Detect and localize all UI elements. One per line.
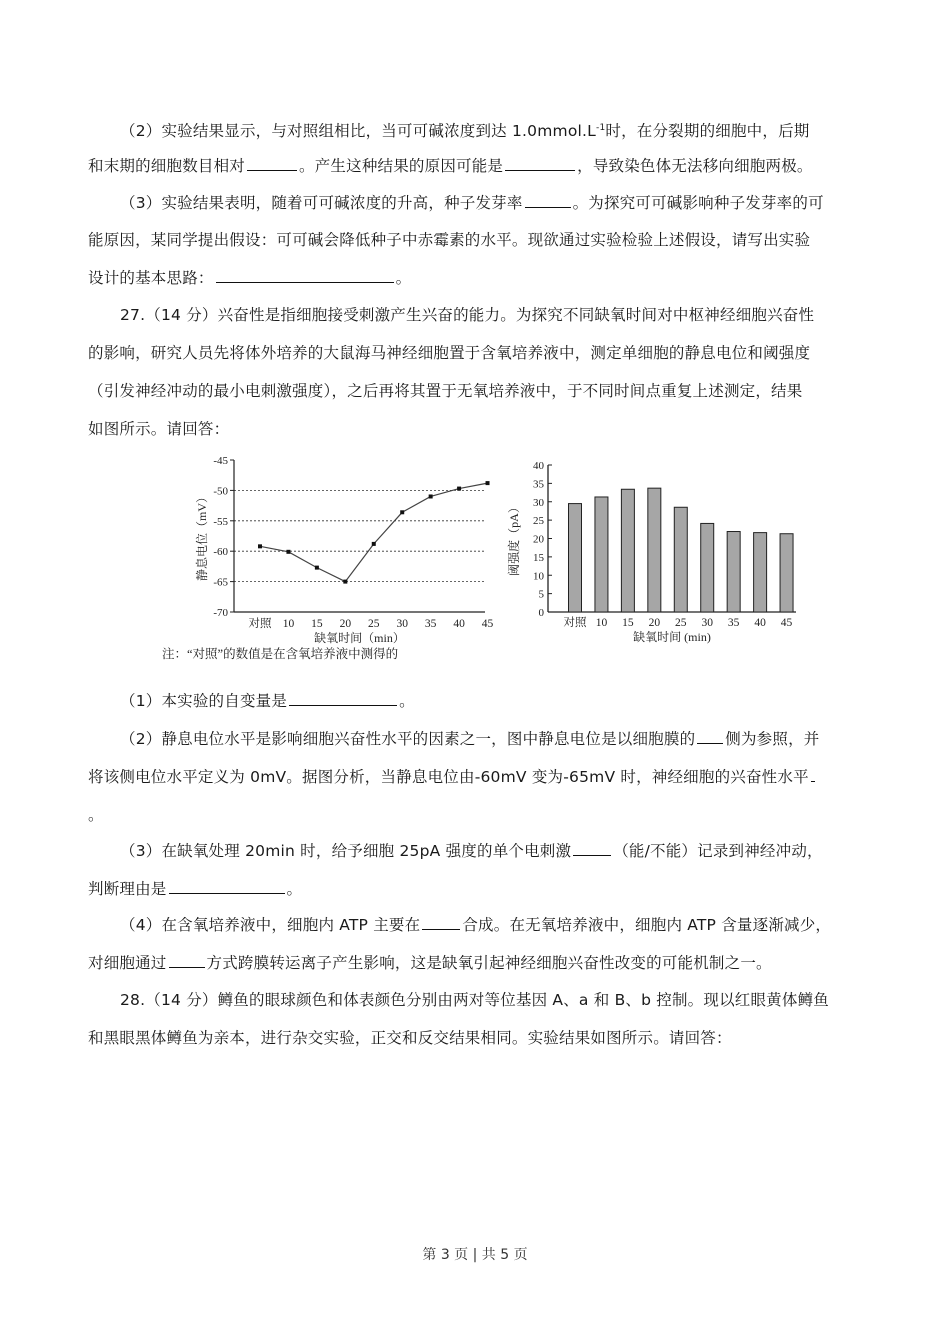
svg-text:25: 25 bbox=[533, 515, 544, 528]
answer-blank[interactable] bbox=[422, 915, 460, 930]
q27-part4-line1: （4）在含氧培养液中，细胞内 ATP 主要在 合成。在无氧培养液中，细胞内 ATP 含量逐渐减少， bbox=[120, 916, 832, 934]
svg-text:注：“对照”的数值是在含氧培养液中测得的: 注：“对照”的数值是在含氧培养液中测得的 bbox=[162, 647, 399, 661]
q27-part3-line1: （3）在缺氧处理 20min 时，给予细胞 25pA 强度的单个电刺激 （能/不能）记录到神经冲动， bbox=[120, 842, 823, 860]
svg-text:15: 15 bbox=[311, 618, 323, 630]
svg-text:-50: -50 bbox=[213, 485, 228, 498]
svg-text:45: 45 bbox=[780, 617, 793, 629]
q27-intro-line2: 的影响，研究人员先将体外培养的大鼠海马神经细胞置于含氧培养液中，测定单细胞的静息电位和阈强度 bbox=[88, 344, 811, 362]
q27-part2-line1: （2）静息电位水平是影响细胞兴奋性水平的因素之一，图中静息电位是以细胞膜的 侧为参照，并 bbox=[120, 730, 820, 748]
svg-text:35: 35 bbox=[727, 617, 740, 629]
q28-line1: 28.（14 分）鳟鱼的眼球颜色和体表颜色分别由两对等位基因 A、a 和 B、b 控制。现以红眼黄体鳟鱼 bbox=[120, 991, 829, 1009]
answer-blank[interactable] bbox=[505, 156, 575, 171]
svg-text:-55: -55 bbox=[213, 515, 228, 528]
svg-text:30: 30 bbox=[701, 617, 713, 629]
svg-text:对照: 对照 bbox=[248, 618, 272, 630]
svg-text:对照: 对照 bbox=[563, 617, 587, 629]
q27-part4-line2: 对细胞通过 方式跨膜转运离子产生影响，这是缺氧引起神经细胞兴奋性改变的可能机制之一。 bbox=[88, 954, 772, 972]
svg-text:15: 15 bbox=[533, 551, 544, 564]
bar-chart-svg bbox=[500, 445, 820, 645]
svg-text:-45: -45 bbox=[213, 455, 228, 467]
svg-text:40: 40 bbox=[453, 618, 465, 630]
q27-part3-line2: 判断理由是 。 bbox=[88, 880, 303, 898]
answer-blank[interactable] bbox=[573, 841, 611, 856]
svg-text:15: 15 bbox=[622, 617, 634, 629]
answer-blank[interactable] bbox=[811, 767, 815, 782]
q26-part3-line1: （3）实验结果表明，随着可可碱浓度的升高，种子发芽率 。为探究可可碱影响种子发芽率的可 bbox=[120, 194, 824, 212]
svg-text:静息电位（mV）: 静息电位（mV） bbox=[195, 490, 209, 582]
q27-intro-line4: 如图所示。请回答： bbox=[88, 420, 230, 438]
svg-text:阈强度（pA）: 阈强度（pA） bbox=[507, 501, 521, 576]
svg-text:30: 30 bbox=[396, 618, 408, 630]
figure-charts bbox=[160, 445, 820, 670]
svg-text:35: 35 bbox=[533, 478, 544, 491]
svg-text:10: 10 bbox=[533, 570, 544, 583]
q26-part2-line1: （2）实验结果显示，与对照组相比，当可可碱浓度到达 $1.0mmol.L^{-1}$时，在分裂期的细胞中，后期 bbox=[120, 122, 810, 141]
q27-intro-line1: 27.（14 分）兴奋性是指细胞接受刺激产生兴奋的能力。为探究不同缺氧时间对中枢神经细胞兴奋性 bbox=[120, 306, 815, 324]
svg-text:20: 20 bbox=[533, 533, 544, 546]
q27-part2-line3: 。 bbox=[88, 806, 104, 824]
line-chart-svg bbox=[160, 445, 500, 670]
svg-text:10: 10 bbox=[282, 618, 295, 630]
line-chart-resting-potential bbox=[160, 445, 500, 670]
svg-text:30: 30 bbox=[533, 496, 544, 509]
svg-text:25: 25 bbox=[368, 618, 380, 630]
svg-text:20: 20 bbox=[648, 617, 661, 629]
svg-text:-60: -60 bbox=[213, 546, 228, 559]
q26-part3-line3: 设计的基本思路： 。 bbox=[88, 269, 412, 287]
svg-text:-70: -70 bbox=[213, 607, 228, 619]
q27-part2-line2: 将该侧电位水平定义为 0mV。据图分析，当静息电位由-60mV 变为-65mV 时，神经细胞的兴奋性水平 bbox=[88, 767, 864, 787]
answer-blank[interactable] bbox=[289, 691, 397, 706]
bar-chart-threshold bbox=[500, 445, 820, 645]
answer-blank[interactable] bbox=[247, 156, 297, 171]
svg-text:45: 45 bbox=[481, 618, 494, 630]
page-number: 第 3 页 | 共 5 页 bbox=[422, 1247, 528, 1263]
svg-text:35: 35 bbox=[424, 618, 437, 630]
svg-text:40: 40 bbox=[533, 460, 544, 472]
q28-line2: 和黑眼黑体鳟鱼为亲本，进行杂交实验，正交和反交结果相同。实验结果如图所示。请回答： bbox=[88, 1029, 732, 1047]
q27-part1: （1）本实验的自变量是 。 bbox=[120, 692, 415, 710]
q26-part3-line2: 能原因，某同学提出假设：可可碱会降低种子中赤霉素的水平。现欲通过实验检验上述假设，请写出实验 bbox=[88, 231, 811, 249]
answer-blank[interactable] bbox=[697, 729, 723, 744]
q27-intro-line3: （引发神经冲动的最小电刺激强度），之后再将其置于无氧培养液中，于不同时间点重复上述测定，结果 bbox=[88, 382, 803, 400]
svg-text:5: 5 bbox=[538, 588, 544, 601]
answer-blank[interactable] bbox=[169, 879, 285, 894]
svg-text:-65: -65 bbox=[213, 576, 228, 589]
svg-text:缺氧时间（min）: 缺氧时间（min） bbox=[314, 631, 405, 645]
answer-blank[interactable] bbox=[525, 193, 571, 208]
svg-text:40: 40 bbox=[754, 617, 766, 629]
answer-blank[interactable] bbox=[169, 953, 205, 968]
svg-text:20: 20 bbox=[339, 618, 352, 630]
svg-text:10: 10 bbox=[595, 617, 608, 629]
svg-text:缺氧时间 (min): 缺氧时间 (min) bbox=[633, 630, 711, 644]
svg-text:0: 0 bbox=[538, 607, 544, 619]
svg-text:25: 25 bbox=[675, 617, 687, 629]
answer-blank[interactable] bbox=[216, 268, 394, 283]
q26-part2-line2: 和末期的细胞数目相对 。产生这种结果的原因可能是 ，导致染色体无法移向细胞两极。 bbox=[88, 157, 813, 175]
